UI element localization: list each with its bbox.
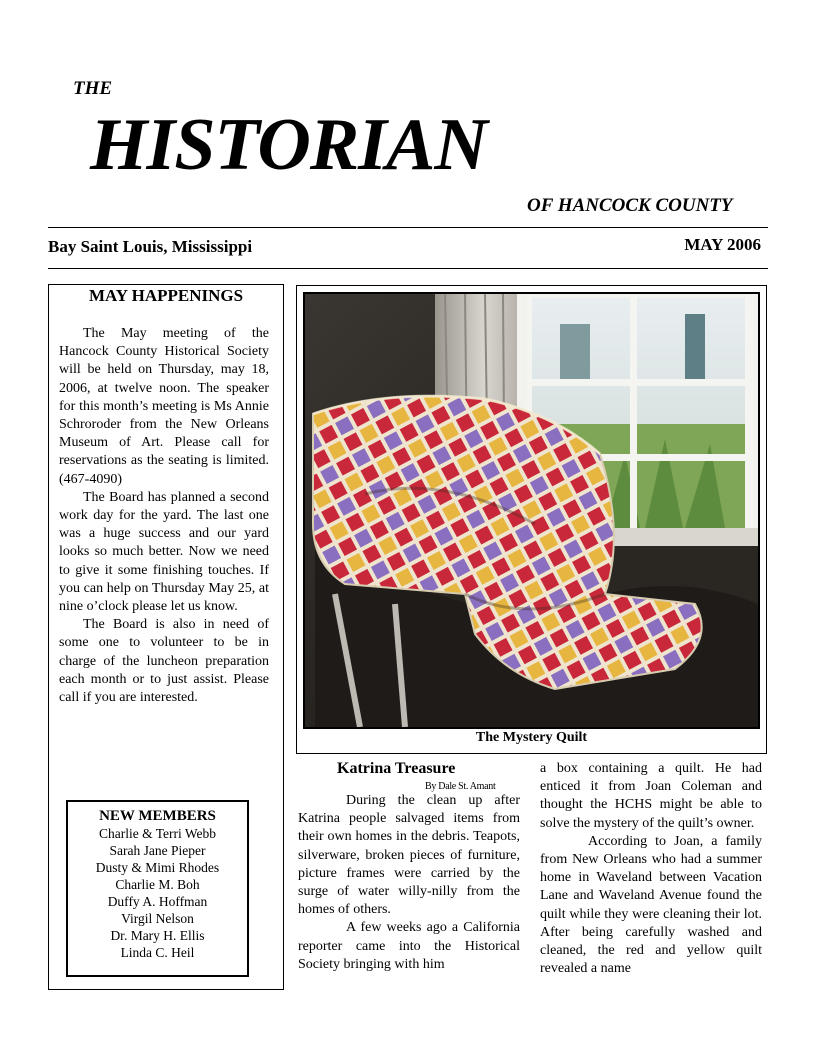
- article-title: Katrina Treasure: [337, 760, 456, 777]
- member-name: Virgil Nelson: [121, 911, 194, 926]
- article-paragraph: A few weeks ago a California reporter came into the Historical Society bringing with him: [298, 920, 520, 972]
- article-byline: By Dale St. Amant: [425, 781, 496, 792]
- happenings-paragraph: The Board has planned a second work day for the yard. The last one was a huge success and our yard looks so much better. Now we need to give it some finishing touches. If you can help on Thursday May 25, at nine o’clock please let us know.: [59, 489, 269, 615]
- new-members-list: [68, 825, 247, 961]
- member-name: Dusty & Mimi Rhodes: [95, 860, 220, 875]
- issue-date: MAY 2006: [684, 235, 761, 254]
- member-name: Dr. Mary H. Ellis: [110, 928, 205, 943]
- masthead-bottom-rule: [48, 268, 768, 269]
- masthead-the: THE: [73, 78, 113, 99]
- article-paragraph: a box containing a quilt. He had enticed it from Joan Coleman and thought the HCHS might be able to solve the mystery of the quilt’s owner.: [540, 761, 762, 831]
- member-name: Linda C. Heil: [120, 945, 195, 960]
- article-paragraph: During the clean up after Katrina people salvaged items from their own homes in the debris. Teapots, silverware, broken pieces of furniture, picture frames were carried by the surge of water willy-nilly from the homes of others.: [298, 793, 520, 918]
- photo-frame: [296, 285, 767, 754]
- happenings-paragraph: The May meeting of the Hancock County Historical Society will be held on Thursday, may 18, 2006, at twelve noon. The speaker for this month’s meeting is Ms Annie Schroroder from the New Orleans Museum of Art. Please call for reservations as the seating is limited. (467-4090): [59, 326, 269, 487]
- article-paragraph: According to Joan, a family from New Orleans who had a summer home in Waveland between Vacation Lane and Waveland Avenue found the quilt while they were cleaning their lot. After being carefully washed and cleaned, the red and yellow quilt revealed a name: [540, 833, 762, 977]
- newsletter-subtitle: OF HANCOCK COUNTY: [527, 195, 733, 216]
- new-members-title: NEW MEMBERS: [99, 808, 216, 824]
- photo-caption: The Mystery Quilt: [475, 730, 588, 745]
- dateline-place: Bay Saint Louis, Mississippi: [48, 237, 253, 256]
- happenings-title: MAY HAPPENINGS: [88, 286, 244, 305]
- may-happenings-box: [48, 284, 284, 990]
- member-name: Sarah Jane Pieper: [109, 843, 206, 858]
- member-name: Charlie M. Boh: [115, 877, 200, 892]
- mystery-quilt-photo: [303, 292, 760, 729]
- member-name: Charlie & Terri Webb: [98, 826, 217, 841]
- happenings-body: [59, 325, 269, 707]
- happenings-paragraph: The Board is also in need of some one to volunteer to be in charge of the luncheon preparation each month or to just assist. Please call if you are interested.: [59, 617, 269, 706]
- new-members-box: [66, 800, 249, 977]
- member-name: Duffy A. Hoffman: [107, 894, 208, 909]
- masthead-top-rule: [48, 227, 768, 228]
- article-column-2: [540, 760, 762, 992]
- article-column-1: [298, 792, 520, 992]
- newsletter-title: HISTORIAN: [90, 104, 487, 186]
- quilt-illustration: [305, 294, 758, 727]
